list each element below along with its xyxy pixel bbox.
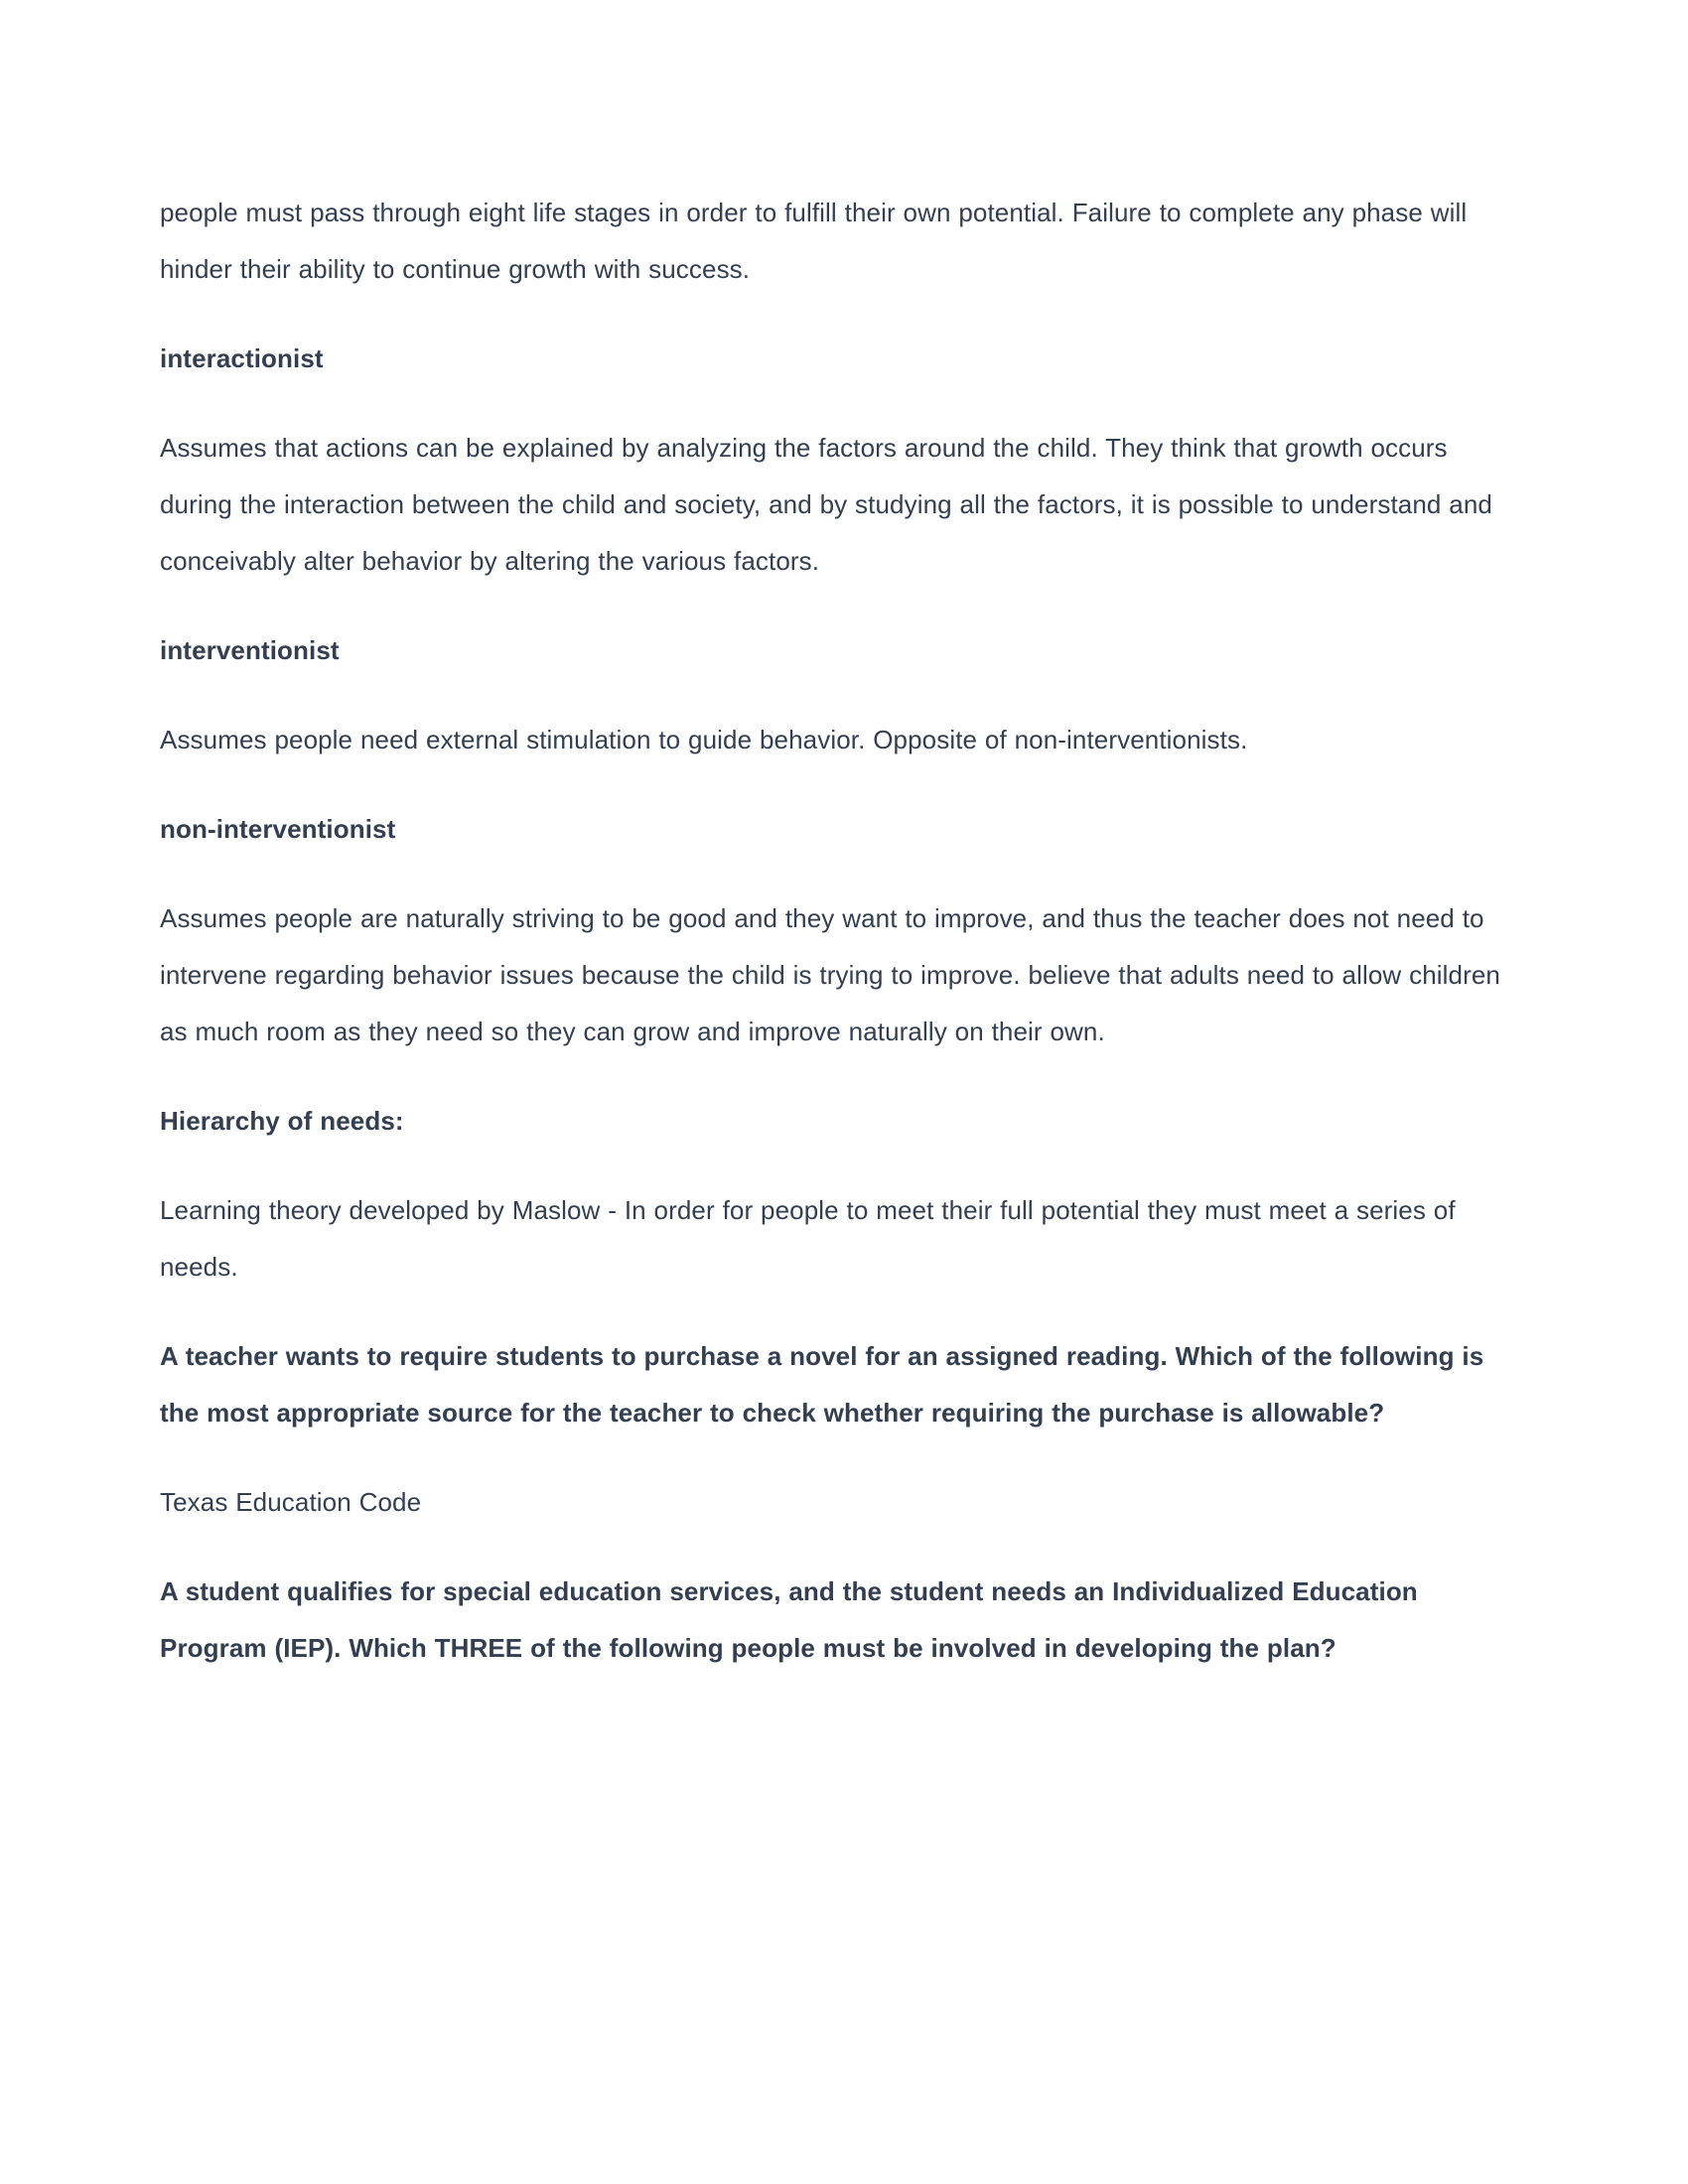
question-text: A student qualifies for special education services, and the student needs an Individualized Education Program (IEP). Which THREE of the following people must be involved in developing the plan? bbox=[160, 1576, 1418, 1663]
body-paragraph: Assumes people need external stimulation to guide behavior. Opposite of non-interventionists. bbox=[160, 725, 1248, 754]
body-paragraph: people must pass through eight life stages in order to fulfill their own potential. Failure to complete any phase will hinder their ability to continue growth with success. bbox=[160, 198, 1468, 284]
term-heading-hierarchy-of-needs: Hierarchy of needs: bbox=[160, 1106, 404, 1136]
question-text: A teacher wants to require students to purchase a novel for an assigned reading. Which of the following is the most appropriate source for the teacher to check whether requiring the purchase is allowable? bbox=[160, 1341, 1484, 1428]
body-paragraph: Assumes people are naturally striving to be good and they want to improve, and thus the teacher does not need to intervene regarding behavior issues because the child is trying to improve. believe that adults need to allow children as much room as they need so they can grow and improve naturally on their own. bbox=[160, 903, 1500, 1046]
term-heading-interventionist: interventionist bbox=[160, 635, 340, 665]
body-paragraph: Assumes that actions can be explained by analyzing the factors around the child. They think that growth occurs during the interaction between the child and society, and by studying all the factors, it is possible to understand and conceivably alter behavior by altering the various factors. bbox=[160, 433, 1492, 576]
body-paragraph: Learning theory developed by Maslow - In order for people to meet their full potential they must meet a series of needs. bbox=[160, 1195, 1456, 1282]
term-heading-interactionist: interactionist bbox=[160, 343, 324, 373]
body-paragraph: Texas Education Code bbox=[160, 1487, 422, 1517]
term-heading-non-interventionist: non-interventionist bbox=[160, 814, 396, 844]
